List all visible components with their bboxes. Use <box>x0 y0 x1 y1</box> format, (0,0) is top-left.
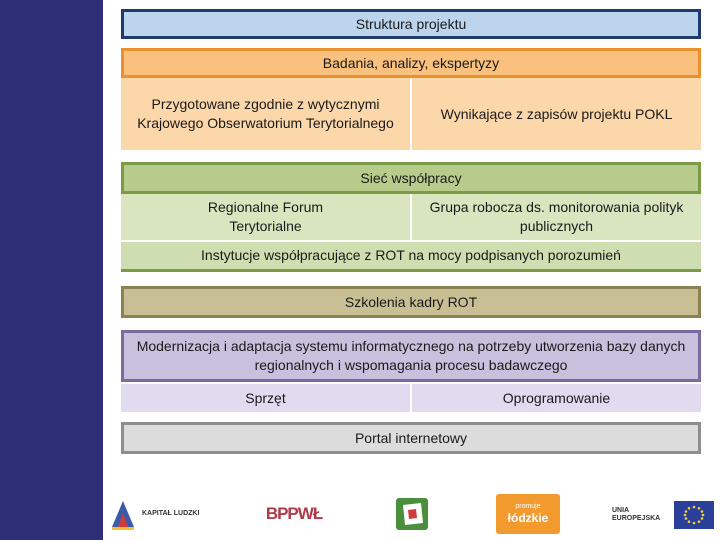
eu-text: UNIA EUROPEJSKA <box>612 507 661 522</box>
kapital-ludzki-logo <box>108 496 228 532</box>
bprwl-text: BPPWŁ <box>265 504 323 523</box>
portal-box: Portal internetowy <box>121 422 701 454</box>
bprwl-logo <box>266 496 322 532</box>
network-bottom-cell: Instytucje współpracujące z ROT na mocy podpisanych porozumień <box>121 242 701 272</box>
network-header: Sieć współpracy <box>121 162 701 194</box>
project-structure-title: Struktura projektu <box>121 9 701 39</box>
kapital-ludzki-text: KAPITAŁ LUDZKI <box>142 510 200 517</box>
kapital-ludzki-icon <box>108 497 138 531</box>
sidebar-band <box>0 0 103 540</box>
promuje-text: promuje <box>515 503 541 510</box>
training-box: Szkolenia kadry ROT <box>121 286 701 318</box>
software-cell: Oprogramowanie <box>412 384 701 412</box>
research-header: Badania, analizy, ekspertyzy <box>121 48 701 78</box>
eu-flag-icon <box>674 501 714 529</box>
modernization-header: Modernizacja i adaptacja systemu informatycznego na potrzeby utworzenia bazy danych regionalnych i wspomagania procesu badawczego <box>121 330 701 382</box>
hardware-cell: Sprzęt <box>121 384 410 412</box>
research-left-cell: Przygotowane zgodnie z wytycznymi Krajowego Obserwatorium Terytorialnego <box>121 78 410 150</box>
promuje-lodzkie-logo <box>496 494 560 534</box>
research-right-cell: Wynikające z zapisów projektu POKL <box>412 78 701 150</box>
lodzkie-region-logo <box>393 495 431 533</box>
region-map-icon <box>394 496 430 532</box>
network-left-cell: Regionalne Forum Terytorialne <box>121 194 410 240</box>
lodzkie-text: łódzkie <box>507 511 549 525</box>
eu-logo <box>612 498 716 532</box>
network-right-cell: Grupa robocza ds. monitorowania polityk publicznych <box>412 194 701 240</box>
